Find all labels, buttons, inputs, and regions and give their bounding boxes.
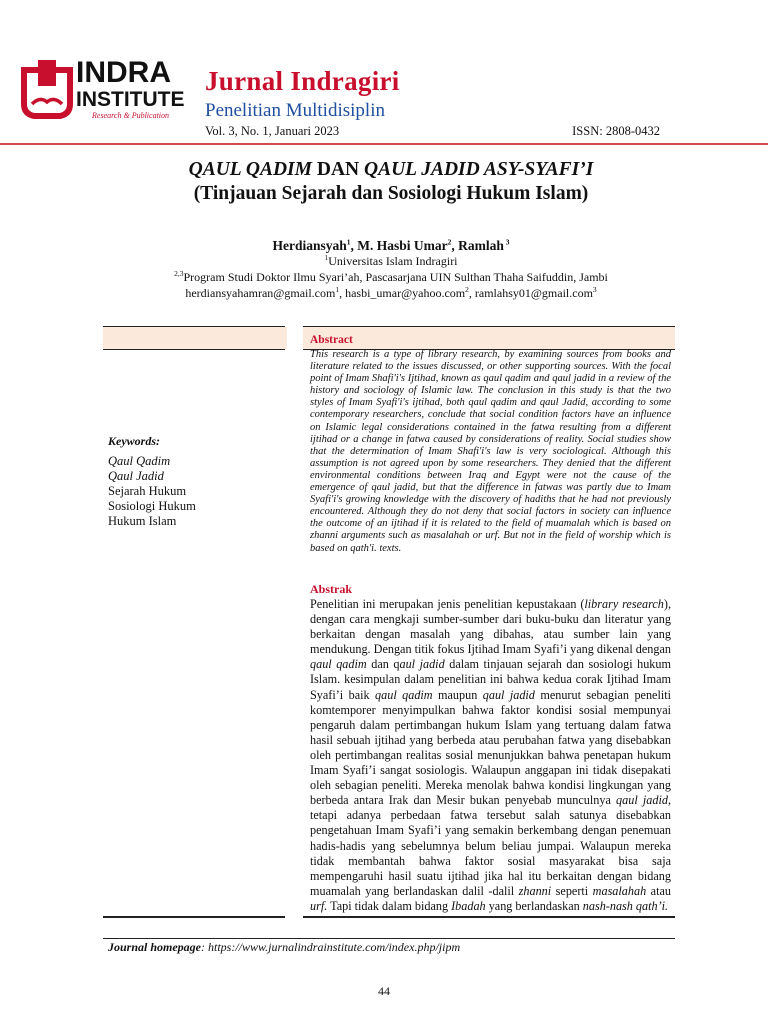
abstract-heading: Abstract: [310, 334, 353, 346]
abstrak-run-italic: aul jadid: [399, 657, 445, 672]
book-handshake-icon: [24, 60, 70, 116]
keywords-heading: Keywords:: [108, 434, 160, 448]
abstrak-run-italic: qaul jadid,: [616, 793, 671, 808]
author-name: Herdiansyah: [272, 238, 347, 253]
author-email[interactable]: hasbi_umar@yahoo.com: [345, 286, 466, 300]
journal-subtitle: Penelitian Multidisiplin: [205, 100, 385, 121]
abstrak-run-italic: zhanni: [518, 883, 552, 898]
keyword-item: Qaul Jadid: [108, 469, 164, 483]
affiliation-1: Universitas Islam Indragiri: [328, 254, 458, 268]
title-part-qaul-jadid: QAUL JADID ASY-SYAFI’I: [363, 159, 594, 180]
divider: [303, 326, 675, 327]
issn: ISSN: 2808-0432: [572, 124, 660, 138]
author-name: M. Hasbi Umar: [357, 238, 448, 253]
article-subtitle: (Tinjauan Sejarah dan Sosiologi Hukum Islam): [193, 183, 589, 204]
author-email[interactable]: herdiansyahamran@gmail.com: [185, 286, 336, 300]
abstrak-run: ), dengan cara mengkaji sumber-sumber dari buku-buku dan literatur yang berkaitan dengan masalah yang dibahas, atau sumber lain yang mendukung. Dengan titik fokus Ijtihad Imam Syafi’i yang dikenal dengan: [310, 597, 671, 657]
page-number: 44: [378, 984, 390, 998]
divider: [103, 916, 285, 918]
abstrak-text: [310, 597, 671, 914]
abstrak-run: Tapi tidak dalam bidang: [327, 898, 452, 913]
article-info-header-band: [103, 327, 287, 349]
abstrak-run-italic: qaul jadid: [482, 687, 535, 702]
author-name: Ramlah: [458, 238, 504, 253]
keyword-item: Sosiologi Hukum: [108, 499, 196, 513]
logo-line1: INDRA: [76, 56, 171, 89]
abstrak-run-italic: Ibadah: [451, 898, 486, 913]
abstrak-run: tetapi adanya perbedaan fatwa tersebut salah satunya disebabkan pengetahuan Imam Syafi’i yang semakin berkembang dengan penemuan hadis-hadis yang sebelumnya belum beliau jumpai. Walaupun mereka tidak membantah bahwa faktor sosial masyarakat bisa saja mempengaruhi hasil suatu ijtihad jika hal itu berkaitan dengan bidang muamalah yang berlandaskan dalil -dalil: [310, 808, 671, 898]
abstrak-run-italic: urf.: [310, 898, 328, 913]
email-sup: 3: [592, 285, 597, 294]
divider: [103, 349, 285, 350]
author-sup: 1: [346, 237, 351, 247]
homepage-link[interactable]: : https://www.jurnalindrainstitute.com/index.php/jipm: [201, 940, 461, 954]
divider: [103, 326, 285, 327]
abstrak-run: dan q: [366, 657, 400, 672]
keyword-item: Hukum Islam: [108, 514, 177, 528]
abstract-header-band: [303, 327, 675, 349]
header-divider: [0, 143, 768, 145]
abstrak-run: yang berlandaskan: [485, 898, 583, 913]
author-sup: 3: [503, 237, 510, 247]
abstrak-run-italic: library research: [584, 597, 664, 611]
affiliation-2: Program Studi Doktor Ilmu Syari’ah, Pascasarjana UIN Sulthan Thaha Saifuddin, Jambi: [183, 270, 608, 284]
journal-title: Jurnal Indragiri: [205, 66, 400, 96]
abstrak-run: dalam tinjauan sejarah dan sosiologi hukum Islam. kesimpulan dalam penelitian ini bahwa kedua corak Ijtihad Imam Syafi’i baik: [310, 657, 671, 702]
abstrak-run: maupun: [432, 687, 483, 702]
author-email[interactable]: ramlahsy01@gmail.com: [474, 286, 593, 300]
abstrak-run: atau: [646, 883, 671, 898]
abstrak-run-italic: masalahah: [592, 883, 647, 898]
abstrak-run-italic: qaul qadim: [375, 687, 433, 702]
keyword-item: Sejarah Hukum: [108, 484, 187, 498]
abstrak-run-italic: qaul qadim: [310, 657, 367, 672]
abstrak-run: Penelitian ini merupakan jenis penelitian kepustakaan (: [310, 597, 585, 611]
volume-info: Vol. 3, No. 1, Januari 2023: [205, 124, 340, 138]
abstrak-run-italic: nash-nash qath’i.: [582, 898, 669, 913]
homepage-label: Journal homepage: [108, 940, 202, 954]
email-sup: 1: [335, 285, 340, 294]
title-part-dan: DAN: [311, 159, 364, 180]
indra-institute-logo: [20, 52, 186, 134]
affiliation-sup: 2,3: [174, 269, 184, 278]
email-sup: 2: [465, 285, 469, 294]
affiliations: $^1$Universitas Islam Indragiri $^{2,3}$Program Studi Doktor Ilmu Syari’ah, Pascasarjana UIN Sulthan Thaha Saifuddin, Jambi herdiansyahamran@gmail.com$^1$, hasbi_umar@yahoo.com$^2$, ramlahsy01@gmail.com$^3$: [174, 253, 608, 300]
journal-homepage: [108, 940, 460, 955]
keywords-list: [108, 454, 196, 529]
author-sup: 2: [447, 237, 452, 247]
footer-divider: [103, 938, 675, 939]
keyword-item: Qaul Qadim: [108, 454, 171, 468]
author-list: Herdiansyah$^1$, M. Hasbi Umar$^2$, Ramlah $^3$: [272, 237, 510, 253]
logo-tagline: Research & Publication: [92, 111, 170, 120]
affiliation-sup: 1: [324, 253, 329, 262]
title-part-qaul-qadim: QAUL QADIM: [188, 159, 312, 180]
abstrak-run: seperti: [551, 883, 593, 898]
logo-line2: INSTITUTE: [76, 88, 185, 111]
abstrak-run: menurut sebagian peneliti komtemporer menyimpulkan bahwa faktor kondisi sosial mempunyai pengaruh dalam pertimbangan hukum Islam yang tertuang dalam fatwa hasil sebuah ijtihad yang berbeda atau perubahan fatwa yang disebabkan oleh pertimbangan realitas sosial menunjukkan bahwa penetapan hukum Imam Syafi’i sangat sosiologis. Walaupun anggapan ini tidak disepakati oleh sebagian peneliti. Mereka menolak bahwa kondisi lingkungan yang berbeda antara Irak dan Mesir bukan penyebab munculnya: [310, 687, 672, 808]
abstract-text: This research is a type of library research, by examining sources from books and literature related to the issues discussed, or other supporting sources. With the focal point of Imam Shafi'i's Ijtihad, known as qaul qadim and qaul jadid in a review of the history and sociology of Islamic law. The conclusion in this study is that the two styles of Imam Syafi'i's ijtihad, both qaul qadim and qaul Jadid, according to some contemporary researchers, conclude that social condition factors have an influence on Islamic legal considerations contained in the fatwa resulting from a different ijtihad or a change in fatwa caused by considerations of reality. Social studies show that the determination of Imam Shafi'i's law is very sociological. Although this assumption is not agreed upon by some researchers. They denied that the different environmental conditions between Iraq and Egypt were not the cause of the emergence of qaul jadid, but that the difference in fatwas was partly due to Imam Syafi'i's growing knowledge with the discovery of hadiths that he had not previously encountered. Although they do not deny that social factors in society can influence the outcome of an ijtihad if it is related to the field of muamalah which is based on zhanni arguments such as masalahah or urf. But not in the field of worship which is based on qath'i. texts.: [310, 349, 671, 554]
abstrak-heading: Abstrak: [310, 582, 353, 596]
divider: [303, 916, 675, 918]
article-title: [0, 158, 768, 206]
